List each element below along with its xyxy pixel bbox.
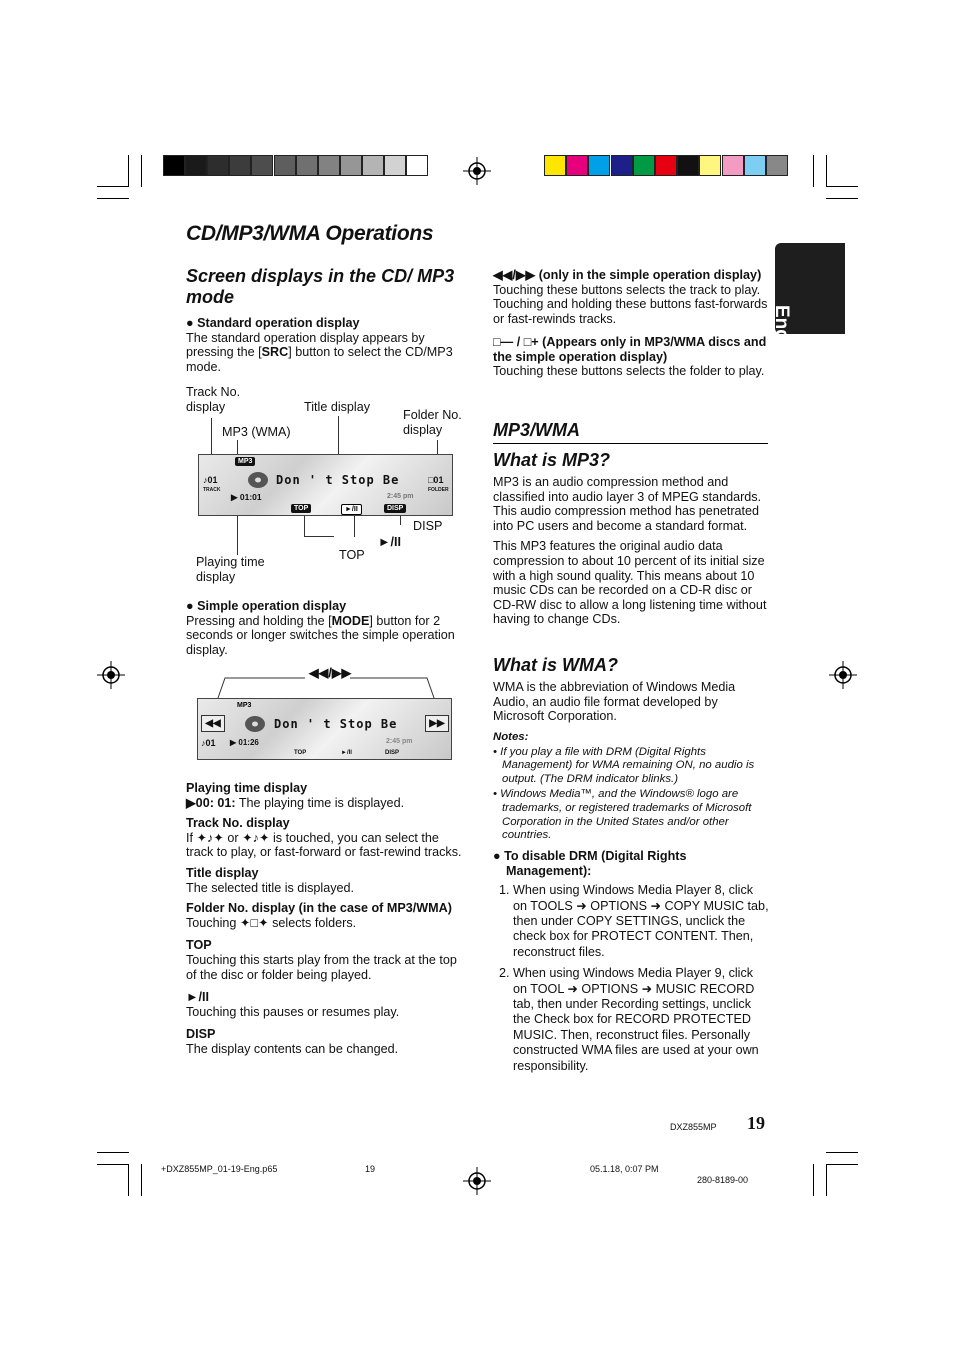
paragraph: This MP3 features the original audio data compression to about 10 percent of its initial size with a high sound quality. This means about 10 music CDs can be recorded on a CD-R disc or CD-RW disc to allow a long listening time without having to change CDs.	[493, 539, 767, 627]
footer-filename: +DXZ855MP_01-19-Eng.p65	[161, 1164, 278, 1174]
callout-line	[304, 536, 334, 537]
crop-mark	[826, 155, 827, 187]
drm-step: 1. When using Windows Media Player 8, click on TOOLS ➜ OPTIONS ➜ COPY MUSIC tab, then under COPY SETTINGS, unclick the check box for PROTECT CONTENT. Then, reconstruct files.	[513, 883, 769, 960]
registration-mark-icon	[463, 1167, 491, 1195]
color-swatch	[655, 155, 677, 176]
song-title[interactable]: Don ' t Stop Be	[274, 717, 398, 731]
clock: 2:45 pm	[386, 738, 413, 745]
definition-term: Track No. display	[186, 816, 290, 831]
skip-buttons-text: Touching these buttons selects the track to play. Touching and holding these buttons fast-forwards or fast-rewinds tracks.	[493, 282, 768, 326]
definition-desc: The display contents can be changed.	[186, 1041, 399, 1056]
play-pause-button[interactable]: ►/II	[341, 504, 362, 515]
gray-swatch	[229, 155, 251, 176]
skip-callout: ◀◀/▶▶	[309, 666, 352, 680]
language-tab	[771, 243, 845, 374]
gray-swatch	[274, 155, 296, 176]
top-button[interactable]: TOP	[291, 504, 311, 513]
gray-swatch	[163, 155, 185, 176]
disable-drm	[493, 849, 769, 1080]
callout-line	[354, 515, 355, 537]
callout-title-display: Title display	[304, 400, 371, 414]
definition-term: Title display	[186, 865, 259, 880]
crop-mark	[97, 198, 129, 199]
model-number: DXZ855MP	[670, 1122, 717, 1132]
crop-mark	[141, 155, 142, 187]
section-heading: Screen displays in the CD/ MP3 mode	[186, 266, 455, 307]
footer-date: 05.1.18, 0:07 PM	[590, 1164, 659, 1174]
color-swatch	[744, 155, 766, 176]
footer-code: 280-8189-00	[697, 1175, 749, 1185]
folder-buttons-text: Touching these buttons selects the folder to play.	[493, 364, 765, 379]
skip-buttons-info	[493, 268, 769, 326]
disc-icon	[247, 471, 269, 489]
color-swatch	[677, 155, 699, 176]
disable-drm-title: ● To disable DRM (Digital Rights Management):	[493, 849, 687, 878]
callout-playing-time: Playing time display	[196, 555, 265, 584]
standard-display-text: The standard operation display appears by pressing the [SRC] button to select the CD/MP3 mode.	[186, 330, 453, 374]
definition-item	[186, 1027, 466, 1056]
gray-swatch	[406, 155, 428, 176]
mp3-indicator: MP3	[237, 702, 252, 709]
disc-icon	[244, 715, 266, 733]
crop-mark	[826, 198, 858, 199]
callout-line	[304, 516, 305, 536]
gray-swatch	[296, 155, 318, 176]
color-swatch	[722, 155, 744, 176]
crop-mark	[97, 1164, 129, 1165]
top-button[interactable]: TOP	[294, 750, 307, 756]
color-swatch	[611, 155, 633, 176]
track-number[interactable]: ♪01	[203, 475, 218, 485]
track-label: TRACK	[203, 487, 221, 493]
page-number: 19	[747, 1113, 765, 1133]
prev-track-button[interactable]: ◀◀	[201, 715, 225, 732]
callout-disp: DISP	[413, 519, 443, 533]
registration-mark-icon	[97, 661, 125, 689]
song-title[interactable]: Don ' t Stop Be	[276, 473, 400, 487]
section-heading: MP3/WMA	[493, 420, 580, 440]
drm-steps	[493, 883, 769, 1074]
gray-swatch	[207, 155, 229, 176]
definition-item	[186, 866, 466, 895]
crop-mark	[97, 186, 129, 187]
standard-display-desc	[186, 316, 466, 374]
gray-swatch	[185, 155, 207, 176]
callout-track-no: Track No. display	[186, 385, 241, 414]
playing-time: ▶ 01:26	[230, 738, 259, 747]
gray-swatch	[362, 155, 384, 176]
crop-mark	[128, 1164, 129, 1196]
crop-mark	[813, 1164, 814, 1196]
folder-number[interactable]: □01	[428, 475, 444, 485]
registration-mark-icon	[463, 157, 491, 185]
simple-display-text: Pressing and holding the [MODE] button for 2 seconds or longer switches the simple operation display.	[186, 613, 455, 657]
simple-lcd-display	[197, 698, 452, 760]
gray-swatch	[340, 155, 362, 176]
folder-buttons-title: □— / □+ (Appears only in MP3/WMA discs and the simple operation display)	[493, 335, 767, 364]
simple-display-desc	[186, 599, 466, 657]
definition-term: ►/II	[186, 990, 209, 1005]
color-swatch	[699, 155, 721, 176]
registration-mark-icon	[829, 661, 857, 689]
clock: 2:45 pm	[387, 493, 414, 500]
definition-item	[186, 816, 466, 860]
src-key: SRC	[261, 345, 289, 360]
definition-desc: Touching this starts play from the track at the top of the disc or folder being played.	[186, 952, 457, 982]
definition-list	[186, 781, 466, 1057]
note-item: • Windows Media™, and the Windows® logo are trademarks, or registered trademarks of Microsoft Corporation in the United States and/or other countries.	[493, 788, 752, 842]
definition-item	[186, 901, 466, 930]
callout-mp3-wma: MP3 (WMA)	[222, 425, 291, 439]
color-swatch	[588, 155, 610, 176]
crop-mark	[128, 155, 129, 187]
drm-step: 2. When using Windows Media Player 9, click on TOOL ➜ OPTIONS ➜ MUSIC RECORD tab, then under Recording settings, unclick the Check box for RECORD PROTECTED MUSIC. Then, reconstruct files. Personally constructed WMA files are used at your own responsibility.	[513, 966, 769, 1074]
standard-display-title: ● Standard operation display	[186, 316, 360, 330]
definition-desc: The selected title is displayed.	[186, 880, 355, 895]
footer-file-page: 19	[365, 1164, 376, 1174]
definition-desc: Touching ✦□✦ selects folders.	[186, 915, 357, 930]
note-item: • If you play a file with DRM (Digital Rights Management) for WMA remaining ON, no audio is output. (The DRM indicator blinks.)	[493, 745, 755, 785]
color-swatch	[544, 155, 566, 176]
folder-label: FOLDER	[428, 487, 449, 493]
what-is-mp3	[493, 450, 769, 627]
definition-desc: If ✦♪✦ or ✦♪✦ is touched, you can select the track to play, or fast-forward or fast-rewind tracks.	[186, 830, 462, 860]
standard-lcd-display	[198, 454, 453, 516]
next-track-button[interactable]: ▶▶	[425, 715, 449, 732]
paragraph: WMA is the abbreviation of Windows Media Audio, an audio file format developed by Microsoft Corporation.	[493, 680, 736, 724]
mode-key: MODE	[331, 613, 370, 628]
definition-item	[186, 990, 466, 1019]
mp3wma-section	[493, 420, 768, 444]
subsection-heading: What is WMA?	[493, 655, 618, 675]
callout-top: TOP	[339, 548, 365, 562]
definition-term: TOP	[186, 938, 212, 953]
crop-mark	[826, 1152, 858, 1153]
crop-mark	[826, 1164, 858, 1165]
disp-button[interactable]: DISP	[385, 750, 400, 756]
gray-swatch	[384, 155, 406, 176]
paragraph: MP3 is an audio compression method and classified into audio layer 3 of MPEG standards. This audio compression method has penetrated into PC users and become a standard format.	[493, 475, 762, 533]
track-number[interactable]: ♪01	[201, 738, 216, 748]
skip-buttons-title: ◀◀/▶▶ (only in the simple operation display)	[493, 268, 762, 282]
crop-mark	[826, 186, 858, 187]
definition-item	[186, 938, 466, 982]
simple-display-title: ● Simple operation display	[186, 599, 347, 613]
gray-swatch	[318, 155, 340, 176]
notes-title: Notes:	[493, 731, 529, 743]
subsection-heading: What is MP3?	[493, 450, 611, 470]
what-is-wma	[493, 655, 769, 724]
color-swatch	[566, 155, 588, 176]
crop-mark	[97, 1152, 129, 1153]
definition-term: Playing time display	[186, 781, 308, 795]
folder-buttons-info	[493, 335, 769, 379]
crop-mark	[813, 155, 814, 187]
definition-term: Folder No. display (in the case of MP3/WMA)	[186, 901, 452, 916]
color-swatch	[633, 155, 655, 176]
definition-term: DISP	[186, 1027, 216, 1042]
notes	[493, 731, 769, 843]
crop-mark	[141, 1164, 142, 1196]
callout-folder-no: Folder No. display	[403, 408, 462, 437]
mp3-indicator: MP3	[235, 457, 255, 466]
definition-item	[186, 781, 466, 810]
language-tab-label: English	[771, 305, 792, 374]
definition-desc: Touching this pauses or resumes play.	[186, 1004, 400, 1019]
color-swatch	[766, 155, 788, 176]
section-screen-displays	[186, 266, 456, 308]
page-title: CD/MP3/WMA Operations	[186, 222, 434, 245]
definition-desc: ▶00: 01: The playing time is displayed.	[186, 795, 405, 810]
callout-play-pause: ►/II	[378, 535, 401, 549]
disp-button[interactable]: DISP	[384, 504, 406, 513]
playing-time: ▶ 01:01	[231, 492, 262, 502]
crop-mark	[826, 1164, 827, 1196]
gray-swatch	[251, 155, 273, 176]
play-pause-button[interactable]: ►/II	[341, 750, 352, 756]
